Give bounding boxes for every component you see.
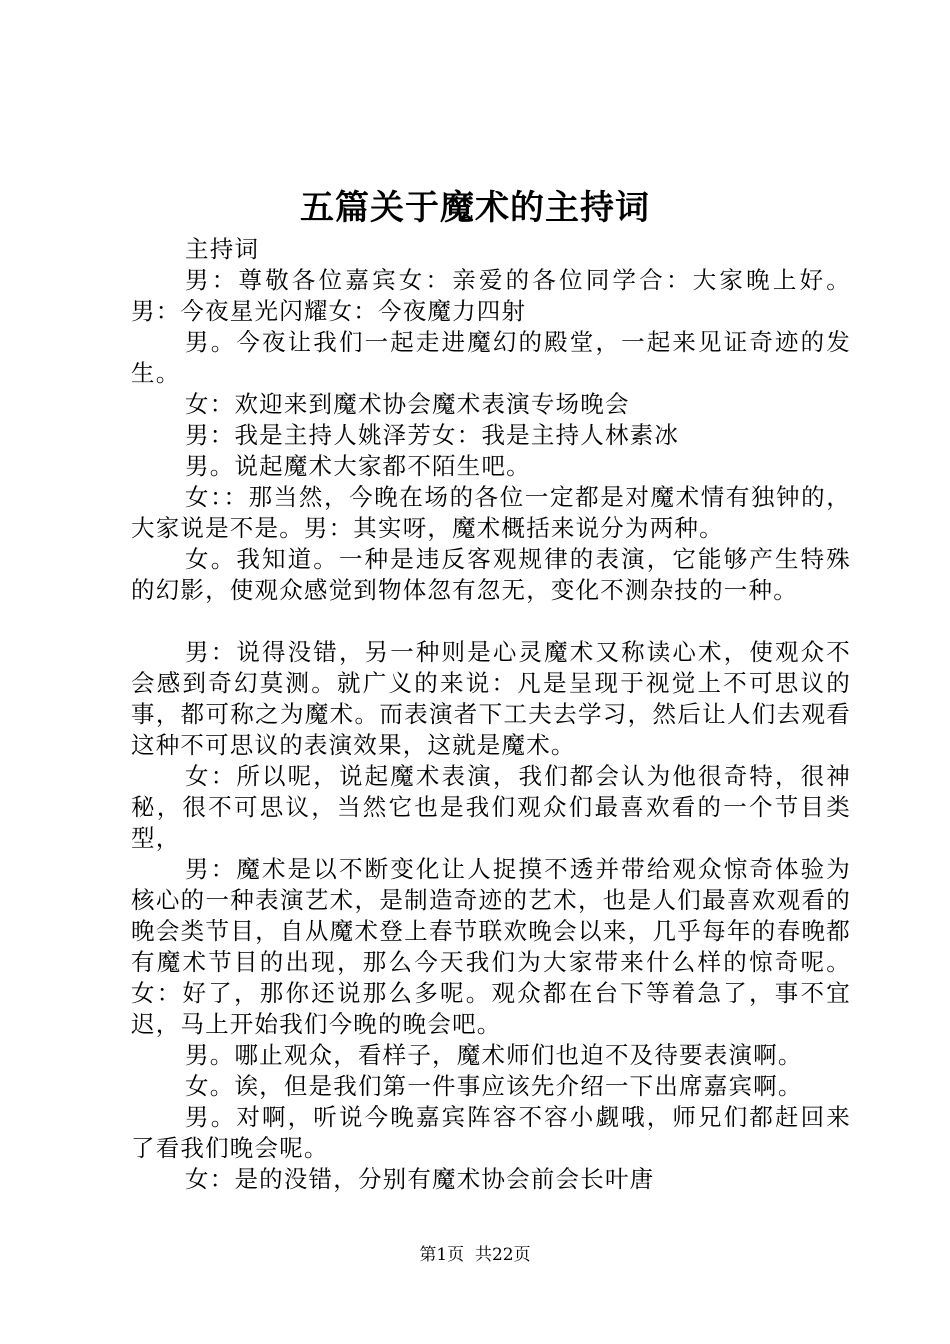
paragraph: 男：魔术是以不断变化让人捉摸不透并带给观众惊奇体验为核心的一种表演艺术，是制造奇迹的艺术，也是人们最喜欢观看的晚会类节目，自从魔术登上春节联欢晚会以来，几乎每年的春晚都有魔术节目的出现，那么今天我们为大家带来什么样的惊奇呢。女：好了，那你还说那么多呢。观众都在台下等着急了，事不宜迟，马上开始我们今晚的晚会吧。 — [131, 855, 851, 1038]
paragraph: 男：说得没错，另一种则是心灵魔术又称读心术，使观众不会感到奇幻莫测。就广义的来说：凡是呈现于视觉上不可思议的事，都可称之为魔术。而表演者下工夫去学习，然后让人们去观看这种不可思议的表演效果，这就是魔术。 — [131, 638, 851, 759]
paragraph: 女：是的没错，分别有魔术协会前会长叶唐 — [185, 1165, 655, 1193]
page-footer: 第1页 共22页 — [419, 1245, 531, 1265]
paragraph: 男。对啊，听说今晚嘉宾阵容不容小觑哦，师兄们都赶回来了看我们晚会呢。 — [131, 1103, 851, 1162]
paragraph: 男：尊敬各位嘉宾女：亲爱的各位同学合：大家晚上好。男：今夜星光闪耀女：今夜魔力四射 — [131, 266, 851, 325]
paragraph: 女。我知道。一种是违反客观规律的表演，它能够产生特殊的幻影，使观众感觉到物体忽有忽无，变化不测杂技的一种。 — [131, 545, 851, 604]
document-body — [131, 234, 851, 1195]
paragraph: 男。哪止观众，看样子，魔术师们也迫不及待要表演啊。 — [185, 1041, 803, 1069]
paragraph: 女：欢迎来到魔术协会魔术表演专场晚会 — [185, 390, 630, 418]
document-title: 五篇关于魔术的主持词 — [300, 188, 650, 228]
paragraph: 男：我是主持人姚泽芳女：我是主持人林素冰 — [185, 421, 680, 449]
paragraph: 女：：那当然，今晚在场的各位一定都是对魔术情有独钟的，大家说是不是。男：其实呀，魔术概括来说分为两种。 — [131, 483, 851, 542]
paragraph: 男。说起魔术大家都不陌生吧。 — [185, 452, 531, 480]
paragraph: 女。诶，但是我们第一件事应该先介绍一下出席嘉宾啊。 — [185, 1072, 803, 1100]
paragraph: 男。今夜让我们一起走进魔幻的殿堂，一起来见证奇迹的发生。 — [131, 328, 851, 387]
paragraph: 女：所以呢，说起魔术表演，我们都会认为他很奇特，很神秘，很不可思议，当然它也是我们观众们最喜欢看的一个节目类型， — [131, 762, 851, 852]
paragraph: 主持词 — [185, 235, 260, 263]
